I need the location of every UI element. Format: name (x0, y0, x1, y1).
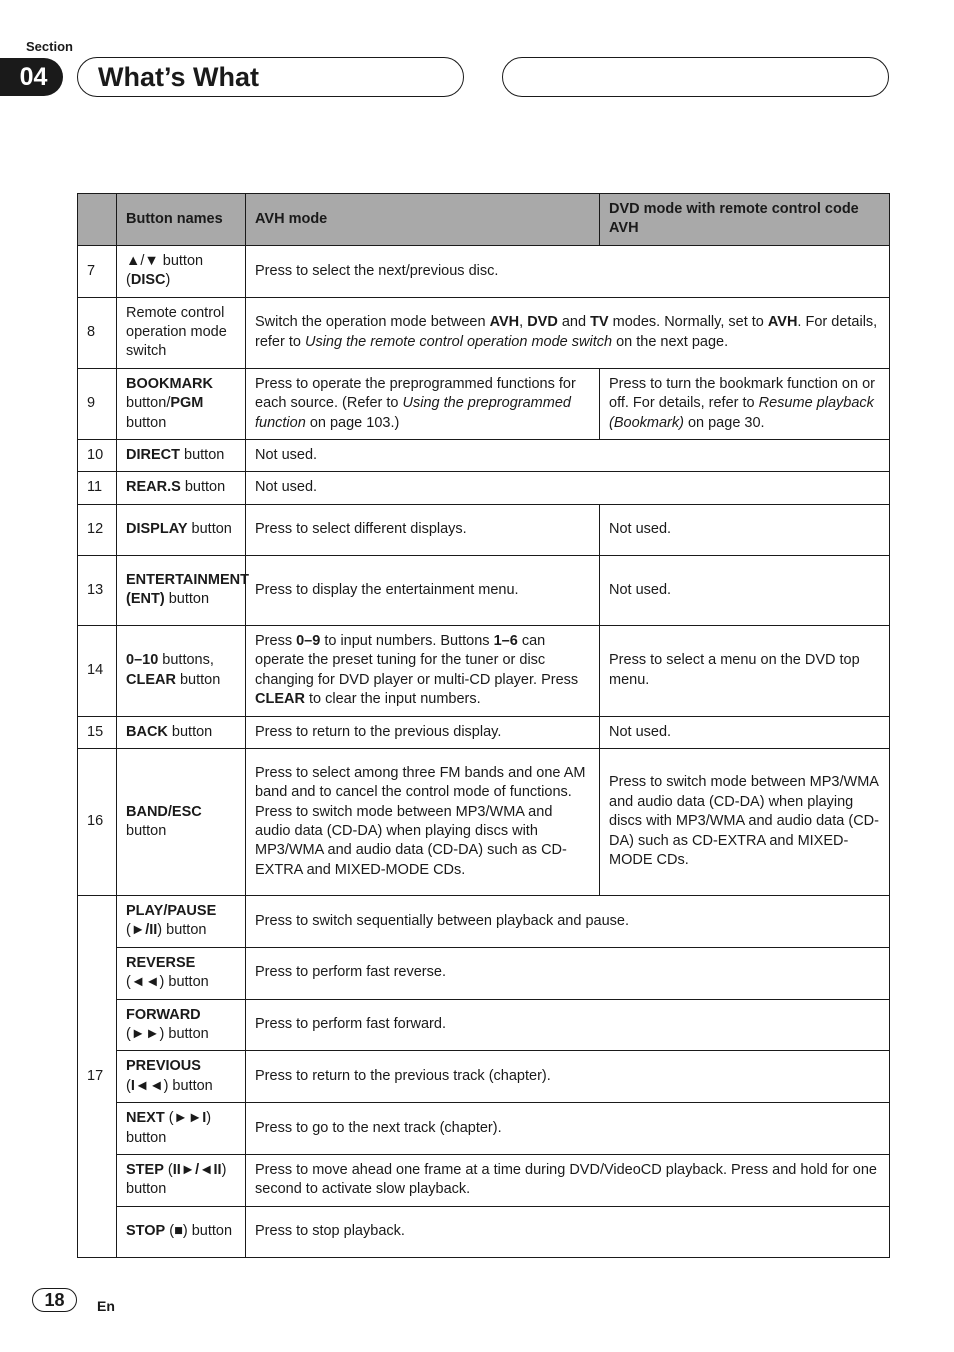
button-name: STEP (II►/◄II) button (117, 1154, 246, 1206)
avh-description: Not used. (246, 472, 890, 504)
button-name: PREVIOUS (I◄◄) button (117, 1051, 246, 1103)
table-row (78, 1206, 890, 1257)
row-number: 15 (78, 716, 117, 748)
row-number: 14 (78, 625, 117, 716)
row-number: 17 (78, 895, 117, 1257)
table-row (78, 472, 890, 504)
header-dvd-mode: DVD mode with remote control code AVH (600, 194, 890, 246)
table-row (78, 555, 890, 625)
table-row (78, 245, 890, 297)
row-number: 11 (78, 472, 117, 504)
row-number: 7 (78, 245, 117, 297)
avh-description: Press 0–9 to input numbers. Buttons 1–6 can operate the preset tuning for the tuner or disc changing for DVD player or multi-CD player. Press CLEAR to clear the input numbers. (246, 625, 600, 716)
avh-description: Press to select the next/previous disc. (246, 245, 890, 297)
language-code: En (97, 1298, 115, 1314)
table-row (78, 1154, 890, 1206)
avh-description: Press to stop playback. (246, 1206, 890, 1257)
row-number: 10 (78, 440, 117, 472)
button-name: REAR.S button (117, 472, 246, 504)
table-row (78, 895, 890, 947)
avh-description: Press to display the entertainment menu. (246, 555, 600, 625)
header-avh-mode: AVH mode (246, 194, 600, 246)
section-number-badge: 04 (0, 58, 63, 96)
button-function-table (77, 193, 890, 1258)
page-title: What’s What (77, 57, 464, 97)
dvd-description: Not used. (600, 504, 890, 555)
button-name: BACK button (117, 716, 246, 748)
table-row (78, 947, 890, 999)
avh-description: Press to select different displays. (246, 504, 600, 555)
table-row (78, 748, 890, 895)
button-name: Remote control operation mode switch (117, 297, 246, 368)
dvd-description: Press to switch mode between MP3/WMA and audio data (CD-DA) when playing discs with MP3/WMA and audio data (CD-DA) such as CD-EXTRA and MIXED-MODE CDs. (600, 748, 890, 895)
button-name: REVERSE (◄◄) button (117, 947, 246, 999)
avh-description: Press to switch sequentially between playback and pause. (246, 895, 890, 947)
avh-description: Switch the operation mode between AVH, DVD and TV modes. Normally, set to AVH. For details, refer to Using the remote control operation mode switch on the next page. (246, 297, 890, 368)
row-number: 8 (78, 297, 117, 368)
row-number: 13 (78, 555, 117, 625)
table-row (78, 440, 890, 472)
avh-description: Not used. (246, 440, 890, 472)
button-name: DISPLAY button (117, 504, 246, 555)
button-name: PLAY/PAUSE (►/II) button (117, 895, 246, 947)
header-button-names: Button names (117, 194, 246, 246)
dvd-description: Press to turn the bookmark function on or off. For details, refer to Resume playback (Bookmark) on page 30. (600, 368, 890, 439)
button-name: 0–10 buttons, CLEAR button (117, 625, 246, 716)
avh-description: Press to move ahead one frame at a time during DVD/VideoCD playback. Press and hold for one second to activate slow playback. (246, 1154, 890, 1206)
table-row (78, 625, 890, 716)
table-row (78, 1103, 890, 1155)
button-name: BAND/ESC button (117, 748, 246, 895)
table-row (78, 368, 890, 439)
button-name: NEXT (►►I) button (117, 1103, 246, 1155)
page-number: 18 (32, 1288, 77, 1312)
row-number: 9 (78, 368, 117, 439)
row-number: 12 (78, 504, 117, 555)
section-label: Section (26, 39, 73, 54)
table-header-row (78, 194, 890, 246)
avh-description: Press to perform fast forward. (246, 999, 890, 1051)
dvd-description: Not used. (600, 555, 890, 625)
button-name: ▲/▼ button (DISC) (117, 245, 246, 297)
button-name: BOOKMARK button/PGM button (117, 368, 246, 439)
table-row (78, 297, 890, 368)
dvd-description: Press to select a menu on the DVD top menu. (600, 625, 890, 716)
button-name: ENTERTAINMENT (ENT) button (117, 555, 246, 625)
table-row (78, 504, 890, 555)
avh-description: Press to select among three FM bands and one AM band and to cancel the control mode of functions. Press to switch mode between MP3/WMA and audio data (CD-DA) when playing discs with MP3/WMA and audio data (CD-DA) such as CD-EXTRA and MIXED-MODE CDs. (246, 748, 600, 895)
avh-description: Press to return to the previous display. (246, 716, 600, 748)
avh-description: Press to operate the preprogrammed functions for each source. (Refer to Using the preprogrammed function on page 103.) (246, 368, 600, 439)
table-row (78, 1051, 890, 1103)
avh-description: Press to perform fast reverse. (246, 947, 890, 999)
button-name: STOP (■) button (117, 1206, 246, 1257)
row-number: 16 (78, 748, 117, 895)
avh-description: Press to go to the next track (chapter). (246, 1103, 890, 1155)
table-row (78, 716, 890, 748)
button-name: DIRECT button (117, 440, 246, 472)
dvd-description: Not used. (600, 716, 890, 748)
header-number (78, 194, 117, 246)
button-name: FORWARD (►►) button (117, 999, 246, 1051)
avh-description: Press to return to the previous track (chapter). (246, 1051, 890, 1103)
header-empty-box (502, 57, 889, 97)
table-row (78, 999, 890, 1051)
